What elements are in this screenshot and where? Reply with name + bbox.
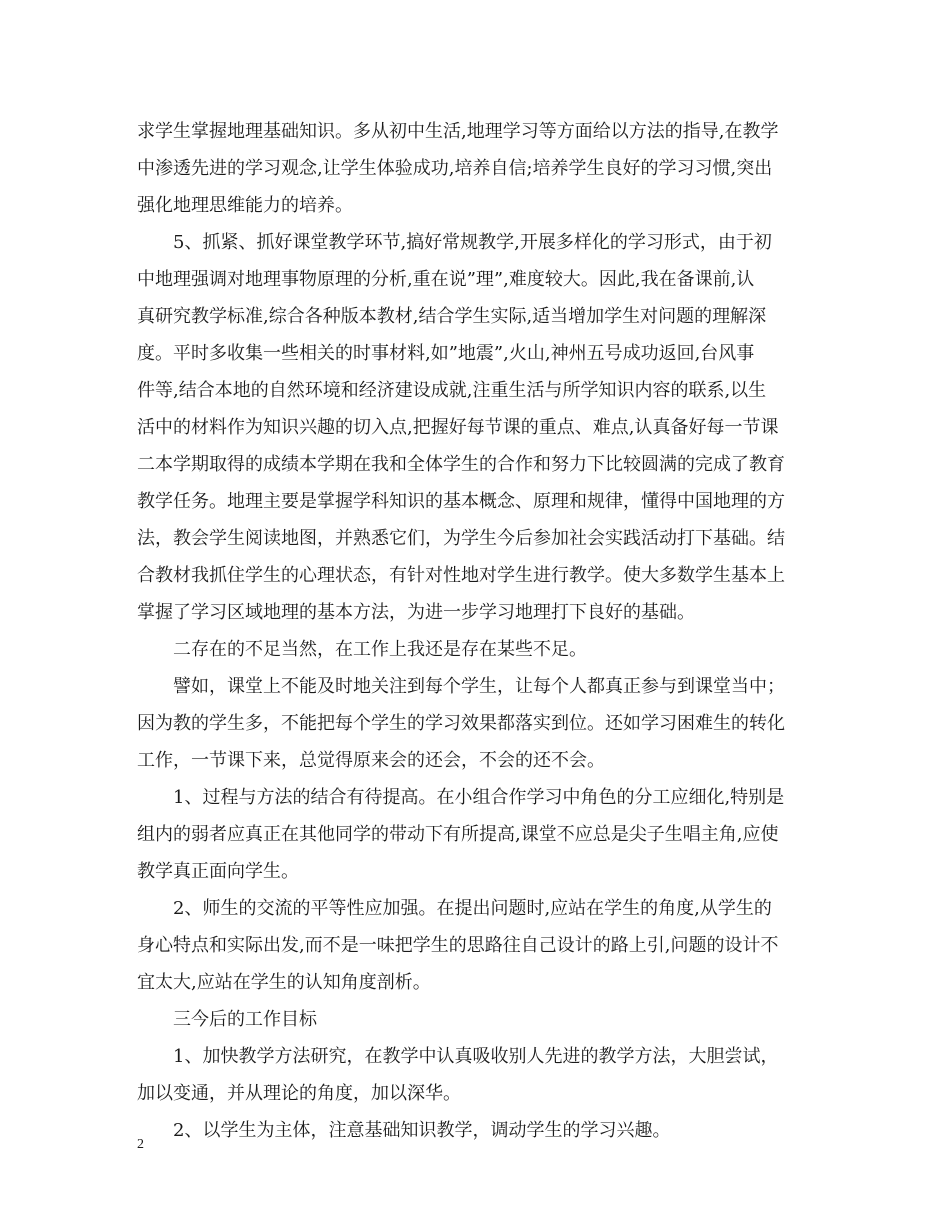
text-line: 活中的材料作为知识兴趣的切入点,把握好每节课的重点、难点,认真备好每一节课 bbox=[137, 417, 779, 438]
text-line: 工作，一节课下来，总觉得原来会的还会，不会的还不会。 bbox=[137, 750, 605, 771]
text-line: 教学真正面向学生。 bbox=[137, 861, 299, 882]
section-heading: 三今后的工作目标 bbox=[173, 1009, 317, 1030]
text-line: 求学生掌握地理基础知识。多从初中生活,地理学习等方面给以方法的指导,在教学 bbox=[137, 121, 779, 142]
text-line: 法，教会学生阅读地图，并熟悉它们，为学生今后参加社会实践活动打下基础。结 bbox=[137, 528, 785, 549]
text-line: 教学任务。地理主要是掌握学科知识的基本概念、原理和规律，懂得中国地理的方 bbox=[137, 491, 785, 512]
text-line: 2、师生的交流的平等性应加强。在提出问题时,应站在学生的角度,从学生的 bbox=[173, 898, 772, 919]
text-line: 组内的弱者应真正在其他同学的带动下有所提高,课堂不应总是尖子生唱主角,应使 bbox=[137, 824, 779, 845]
text-line: 5、抓紧、抓好课堂教学环节,搞好常规教学,开展多样化的学习形式，由于初 bbox=[173, 232, 772, 253]
text-line: 真研究教学标准,综合各种版本教材,结合学生实际,适当增加学生对问题的理解深 bbox=[137, 306, 767, 327]
text-line: 中渗透先进的学习观念,让学生体验成功,培养自信;培养学生良好的学习习惯,突出 bbox=[137, 158, 773, 179]
text-line: 合教材我抓住学生的心理状态，有针对性地对学生进行教学。使大多数学生基本上 bbox=[137, 565, 785, 586]
text-line: 1、过程与方法的结合有待提高。在小组合作学习中角色的分工应细化,特别是 bbox=[173, 787, 785, 808]
text-line: 二本学期取得的成绩本学期在我和全体学生的合作和努力下比较圆满的完成了教育 bbox=[137, 454, 785, 475]
text-line: 度。平时多收集一些相关的时事材料,如”地震”,火山,神州五号成功返回,台风事 bbox=[137, 343, 755, 364]
text-line: 加以变通，并从理论的角度，加以深华。 bbox=[137, 1083, 461, 1104]
text-line: 因为教的学生多，不能把每个学生的学习效果都落实到位。还如学习困难生的转化 bbox=[137, 713, 785, 734]
text-line: 中地理强调对地理事物原理的分析,重在说”理”,难度较大。因此,我在备课前,认 bbox=[137, 269, 755, 290]
text-line: 宜太大,应站在学生的认知角度剖析。 bbox=[137, 972, 431, 993]
text-line: 掌握了学习区域地理的基本方法，为进一步学习地理打下良好的基础。 bbox=[137, 602, 695, 623]
text-line: 1、加快教学方法研究，在教学中认真吸收别人先进的教学方法，大胆尝试， bbox=[173, 1046, 779, 1067]
text-line: 2、以学生为主体，注意基础知识教学，调动学生的学习兴趣。 bbox=[173, 1120, 671, 1141]
text-line: 身心特点和实际出发,而不是一味把学生的思路往自己设计的路上引,问题的设计不 bbox=[137, 935, 779, 956]
text-line: 譬如，课堂上不能及时地关注到每个学生，让每个人都真正参与到课堂当中； bbox=[173, 676, 785, 697]
text-line: 件等,结合本地的自然环境和经济建设成就,注重生活与所学知识内容的联系,以生 bbox=[137, 380, 767, 401]
body-text bbox=[137, 113, 817, 1149]
page-number: 2 bbox=[137, 1137, 144, 1152]
text-line: 强化地理思维能力的培养。 bbox=[137, 195, 353, 216]
text-line: 二存在的不足当然，在工作上我还是存在某些不足。 bbox=[173, 639, 587, 660]
